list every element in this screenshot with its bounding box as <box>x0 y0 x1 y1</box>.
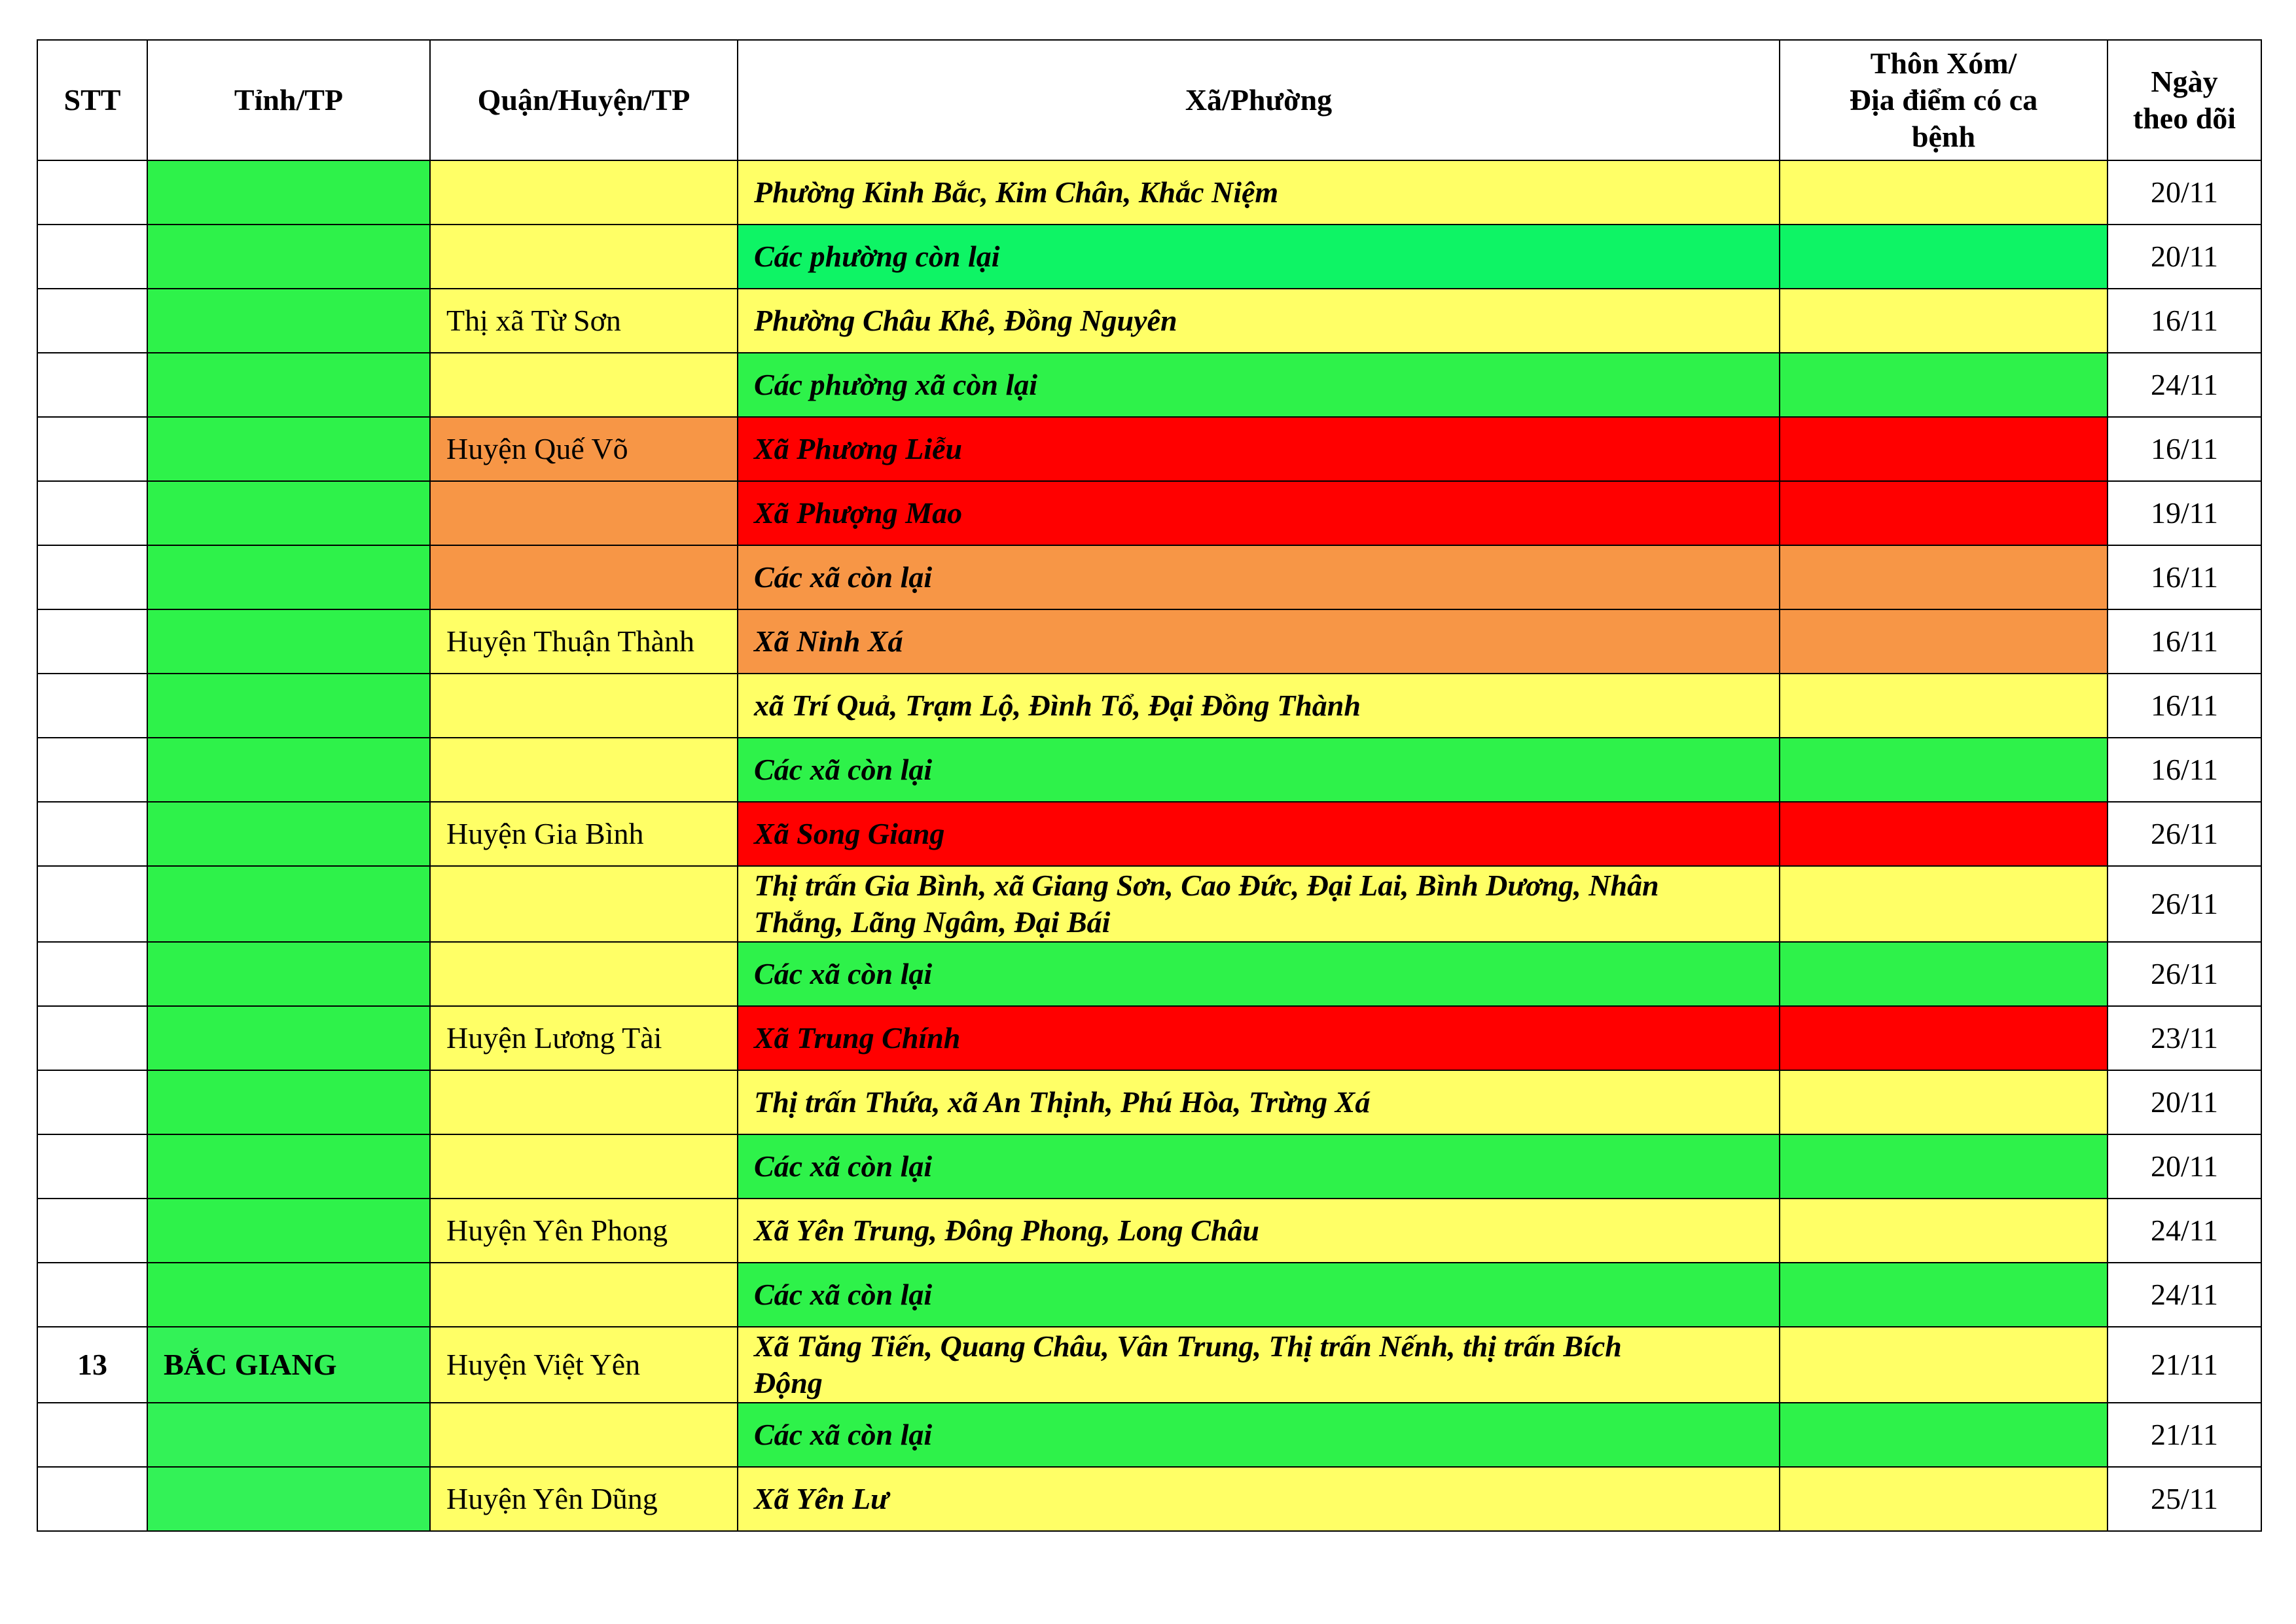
table-row <box>37 1134 2261 1199</box>
header-province: Tỉnh/TP <box>147 40 430 160</box>
village-cell <box>1780 674 2108 738</box>
ward-cell <box>738 545 1780 609</box>
district-cell <box>430 353 738 417</box>
village-cell <box>1780 738 2108 802</box>
district-cell <box>430 866 738 942</box>
province-cell <box>147 1006 430 1070</box>
province-cell <box>147 353 430 417</box>
ward-text: Các phường còn lại <box>754 240 1000 273</box>
ward-text-continued: Động <box>754 1366 823 1399</box>
village-cell <box>1780 481 2108 545</box>
province-cell <box>147 545 430 609</box>
ward-text: Các xã còn lại <box>754 957 933 990</box>
village-cell <box>1780 1403 2108 1467</box>
ward-text: Xã Trung Chính <box>754 1021 961 1055</box>
ward-cell <box>738 1263 1780 1327</box>
date-cell: 21/11 <box>2108 1327 2261 1403</box>
stt-cell <box>37 1199 147 1263</box>
date-cell: 16/11 <box>2108 417 2261 481</box>
ward-cell <box>738 866 1780 942</box>
date-cell: 16/11 <box>2108 738 2261 802</box>
province-cell <box>147 481 430 545</box>
header-ward: Xã/Phường <box>738 40 1780 160</box>
ward-text: Xã Phượng Mao <box>754 496 963 530</box>
village-cell <box>1780 942 2108 1006</box>
province-cell <box>147 417 430 481</box>
province-cell <box>147 225 430 289</box>
table-row <box>37 160 2261 225</box>
district-cell: Huyện Gia Bình <box>430 802 738 866</box>
village-cell <box>1780 1199 2108 1263</box>
stt-cell <box>37 353 147 417</box>
ward-text: Thị trấn Gia Bình, xã Giang Sơn, Cao Đức, Đại Lai, Bình Dương, Nhân <box>754 869 1659 902</box>
date-cell: 16/11 <box>2108 289 2261 353</box>
stt-cell <box>37 1263 147 1327</box>
date-cell: 19/11 <box>2108 481 2261 545</box>
stt-cell <box>37 417 147 481</box>
header-village <box>1780 40 2108 160</box>
province-cell <box>147 1403 430 1467</box>
ward-text: Xã Phương Liễu <box>754 432 963 465</box>
date-cell: 26/11 <box>2108 942 2261 1006</box>
district-cell <box>430 674 738 738</box>
ward-cell <box>738 225 1780 289</box>
ward-cell <box>738 674 1780 738</box>
district-cell: Huyện Việt Yên <box>430 1327 738 1403</box>
village-cell <box>1780 802 2108 866</box>
district-cell <box>430 1134 738 1199</box>
table-row <box>37 802 2261 866</box>
ward-cell <box>738 1199 1780 1263</box>
ward-text: Các phường xã còn lại <box>754 368 1038 401</box>
province-cell <box>147 942 430 1006</box>
date-cell: 20/11 <box>2108 225 2261 289</box>
table-row <box>37 481 2261 545</box>
ward-cell <box>738 802 1780 866</box>
stt-cell <box>37 289 147 353</box>
stt-cell <box>37 674 147 738</box>
district-cell: Huyện Quế Võ <box>430 417 738 481</box>
ward-cell <box>738 353 1780 417</box>
date-cell: 21/11 <box>2108 1403 2261 1467</box>
ward-text: Các xã còn lại <box>754 1418 933 1451</box>
stt-cell <box>37 225 147 289</box>
ward-text: Thị trấn Thứa, xã An Thịnh, Phú Hòa, Trừng Xá <box>754 1085 1371 1119</box>
table-row <box>37 225 2261 289</box>
table-row <box>37 1467 2261 1531</box>
ward-text: Phường Châu Khê, Đồng Nguyên <box>754 304 1177 337</box>
village-cell <box>1780 1467 2108 1531</box>
table-row <box>37 1263 2261 1327</box>
province-cell <box>147 609 430 674</box>
stt-cell <box>37 1403 147 1467</box>
stt-cell <box>37 609 147 674</box>
ward-text: Các xã còn lại <box>754 560 933 594</box>
ward-text: Phường Kinh Bắc, Kim Chân, Khắc Niệm <box>754 175 1279 209</box>
header-village-line3: bệnh <box>1911 120 1976 153</box>
province-cell: BẮC GIANG <box>147 1327 430 1403</box>
ward-cell <box>738 609 1780 674</box>
district-cell: Huyện Lương Tài <box>430 1006 738 1070</box>
district-cell <box>430 1070 738 1134</box>
province-cell <box>147 1070 430 1134</box>
header-village-line2: Địa điểm có ca <box>1849 83 2038 117</box>
province-cell <box>147 674 430 738</box>
ward-cell <box>738 1467 1780 1531</box>
village-cell <box>1780 1134 2108 1199</box>
ward-text: Xã Yên Trung, Đông Phong, Long Châu <box>754 1214 1260 1247</box>
date-cell: 16/11 <box>2108 609 2261 674</box>
province-cell <box>147 1467 430 1531</box>
district-cell: Huyện Thuận Thành <box>430 609 738 674</box>
province-cell <box>147 289 430 353</box>
table-row <box>37 353 2261 417</box>
zone-table <box>37 39 2262 1532</box>
header-date <box>2108 40 2261 160</box>
table-row <box>37 1327 2261 1403</box>
stt-cell <box>37 1467 147 1531</box>
table-row <box>37 609 2261 674</box>
ward-cell <box>738 481 1780 545</box>
date-cell: 24/11 <box>2108 1199 2261 1263</box>
table-row <box>37 1199 2261 1263</box>
stt-cell <box>37 1006 147 1070</box>
province-cell <box>147 738 430 802</box>
district-cell <box>430 1403 738 1467</box>
date-cell: 26/11 <box>2108 866 2261 942</box>
district-cell <box>430 160 738 225</box>
ward-text: Xã Ninh Xá <box>754 624 903 658</box>
province-cell <box>147 1134 430 1199</box>
stt-cell <box>37 160 147 225</box>
table-row <box>37 866 2261 942</box>
header-stt: STT <box>37 40 147 160</box>
district-cell <box>430 1263 738 1327</box>
table-row <box>37 417 2261 481</box>
stt-cell <box>37 802 147 866</box>
table-row <box>37 545 2261 609</box>
stt-cell <box>37 866 147 942</box>
village-cell <box>1780 1006 2108 1070</box>
ward-text: Xã Song Giang <box>754 817 945 850</box>
district-cell: Thị xã Từ Sơn <box>430 289 738 353</box>
ward-text: Các xã còn lại <box>754 753 933 786</box>
village-cell <box>1780 545 2108 609</box>
district-cell <box>430 545 738 609</box>
village-cell <box>1780 609 2108 674</box>
ward-cell <box>738 160 1780 225</box>
province-cell <box>147 1199 430 1263</box>
ward-text: Xã Tăng Tiến, Quang Châu, Vân Trung, Thị trấn Nếnh, thị trấn Bích <box>754 1329 1622 1363</box>
stt-cell: 13 <box>37 1327 147 1403</box>
stt-cell <box>37 1070 147 1134</box>
village-cell <box>1780 225 2108 289</box>
table-row <box>37 942 2261 1006</box>
province-cell <box>147 1263 430 1327</box>
header-row <box>37 40 2261 160</box>
ward-cell <box>738 738 1780 802</box>
date-cell: 26/11 <box>2108 802 2261 866</box>
header-date-line1: Ngày <box>2151 65 2218 98</box>
stt-cell <box>37 545 147 609</box>
district-cell <box>430 942 738 1006</box>
header-village-line1: Thôn Xóm/ <box>1870 46 2017 80</box>
village-cell <box>1780 866 2108 942</box>
ward-cell <box>738 1070 1780 1134</box>
village-cell <box>1780 417 2108 481</box>
date-cell: 16/11 <box>2108 545 2261 609</box>
date-cell: 16/11 <box>2108 674 2261 738</box>
table-row <box>37 1403 2261 1467</box>
stt-cell <box>37 481 147 545</box>
ward-cell <box>738 942 1780 1006</box>
date-cell: 25/11 <box>2108 1467 2261 1531</box>
village-cell <box>1780 160 2108 225</box>
ward-cell <box>738 417 1780 481</box>
ward-cell <box>738 1134 1780 1199</box>
ward-cell <box>738 1327 1780 1403</box>
ward-text: Xã Yên Lư <box>754 1482 889 1515</box>
district-cell: Huyện Yên Dũng <box>430 1467 738 1531</box>
date-cell: 20/11 <box>2108 160 2261 225</box>
table-row <box>37 674 2261 738</box>
table-row <box>37 289 2261 353</box>
date-cell: 24/11 <box>2108 353 2261 417</box>
table-body <box>37 160 2261 1531</box>
table-row <box>37 1070 2261 1134</box>
stt-cell <box>37 942 147 1006</box>
province-cell <box>147 866 430 942</box>
province-cell <box>147 802 430 866</box>
header-date-line2: theo dõi <box>2132 101 2236 135</box>
header-district: Quận/Huyện/TP <box>430 40 738 160</box>
province-cell <box>147 160 430 225</box>
stt-cell <box>37 738 147 802</box>
ward-text: Các xã còn lại <box>754 1149 933 1183</box>
district-cell <box>430 738 738 802</box>
village-cell <box>1780 1327 2108 1403</box>
district-cell <box>430 225 738 289</box>
date-cell: 24/11 <box>2108 1263 2261 1327</box>
date-cell: 20/11 <box>2108 1070 2261 1134</box>
village-cell <box>1780 1263 2108 1327</box>
table-row <box>37 1006 2261 1070</box>
village-cell <box>1780 289 2108 353</box>
ward-text-continued: Thắng, Lãng Ngâm, Đại Bái <box>754 905 1111 939</box>
ward-cell <box>738 1403 1780 1467</box>
village-cell <box>1780 1070 2108 1134</box>
ward-cell <box>738 289 1780 353</box>
village-cell <box>1780 353 2108 417</box>
ward-text: Các xã còn lại <box>754 1278 933 1311</box>
table-row <box>37 738 2261 802</box>
ward-text: xã Trí Quả, Trạm Lộ, Đình Tổ, Đại Đồng Thành <box>754 689 1361 722</box>
stt-cell <box>37 1134 147 1199</box>
date-cell: 20/11 <box>2108 1134 2261 1199</box>
district-cell <box>430 481 738 545</box>
ward-cell <box>738 1006 1780 1070</box>
date-cell: 23/11 <box>2108 1006 2261 1070</box>
district-cell: Huyện Yên Phong <box>430 1199 738 1263</box>
